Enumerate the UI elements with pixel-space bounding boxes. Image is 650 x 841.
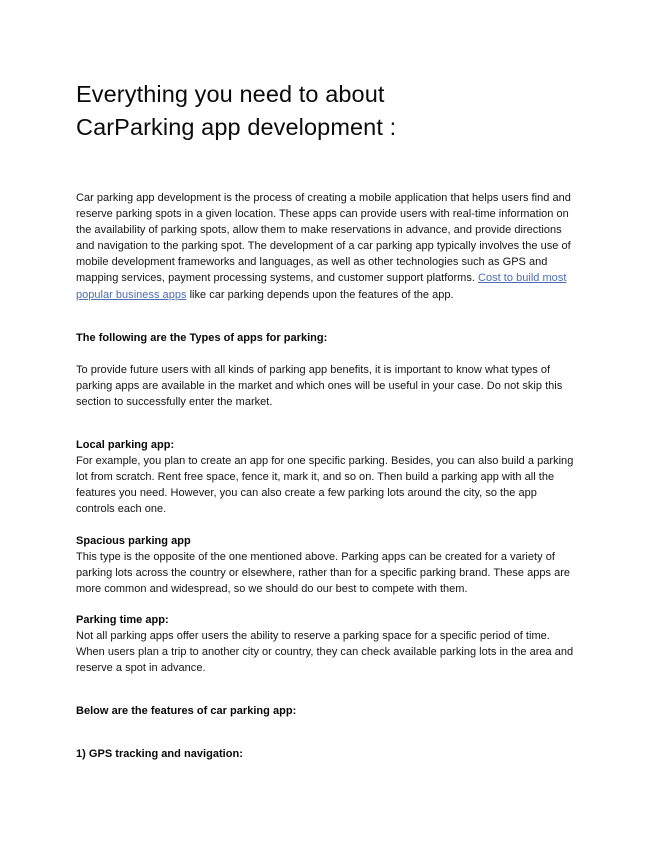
section-body-parking-time-app: Not all parking apps offer users the ability to reserve a parking space for a specific period of time. When users plan a trip to another city or country, they can check available parking lots in the area and reserve a spot in advance. <box>76 629 574 675</box>
spacer-before-features <box>76 676 576 703</box>
spacer-before-section-2 <box>76 410 576 437</box>
spacer-before-section-4 <box>76 597 576 612</box>
intro-paragraph <box>76 190 576 303</box>
document-content <box>76 0 576 762</box>
spacer-before-section-3 <box>76 518 576 533</box>
spacer-after-title <box>76 144 576 190</box>
cost-to-build-apps-link[interactable]: Cost to build most popular business apps <box>76 272 567 301</box>
heading-features-of-car-parking-app: Below are the features of car parking app: <box>76 705 297 718</box>
page-title <box>76 0 496 144</box>
section-body-spacious-parking-app: This type is the opposite of the one mentioned above. Parking apps can be created for a variety of parking lots across the country or elsewhere, rather than for a specific parking brand. These apps are more common and widespread, so we should do our best to compete with them. <box>76 550 571 595</box>
section-body-types-of-apps: To provide future users with all kinds of parking app benefits, it is important to know what types of parking apps are available in the market and which ones will be useful in your case. Do not skip this section to successfully enter the market. <box>76 363 563 408</box>
section-heading-parking-time-app: Parking time app: <box>76 613 169 626</box>
page-title-line-2: CarParking app development : <box>76 114 397 140</box>
page-title-line-1: Everything you need to about <box>76 81 385 107</box>
section-heading-spacious-parking-app: Spacious parking app <box>76 534 191 547</box>
section-body-local-parking-app: For example, you plan to create an app for one specific parking. Besides, you can also build a parking lot from scratch. Rent free space, fence it, mark it, and so on. Then build a parking app with all the features you need. However, you can also create a few parking lots around the city, so the app controls each one. <box>76 455 574 516</box>
intro-text-before-link: Car parking app development is the process of creating a mobile application that helps users find and reserve parking spots in a given location. These apps can provide users with real-time information on the availability of parking spots, allow them to make reservations in advance, and provide directions and navigation to the parking spot. The development of a car parking app typically involves the use of mobile development frameworks and languages, as well as other technologies such as GPS and mapping services, payment processing systems, and customer support platforms. <box>76 192 571 285</box>
spacer-before-feature-1 <box>76 719 576 746</box>
intro-text-after-link: like car parking depends upon the features of the app. <box>186 288 454 301</box>
section-heading-types-of-apps: The following are the Types of apps for parking: <box>76 331 328 344</box>
spacer-heading-1 <box>76 346 576 362</box>
heading-feature-gps-tracking: 1) GPS tracking and navigation: <box>76 748 243 761</box>
section-heading-local-parking-app: Local parking app: <box>76 439 175 452</box>
spacer-before-section-1 <box>76 303 576 330</box>
